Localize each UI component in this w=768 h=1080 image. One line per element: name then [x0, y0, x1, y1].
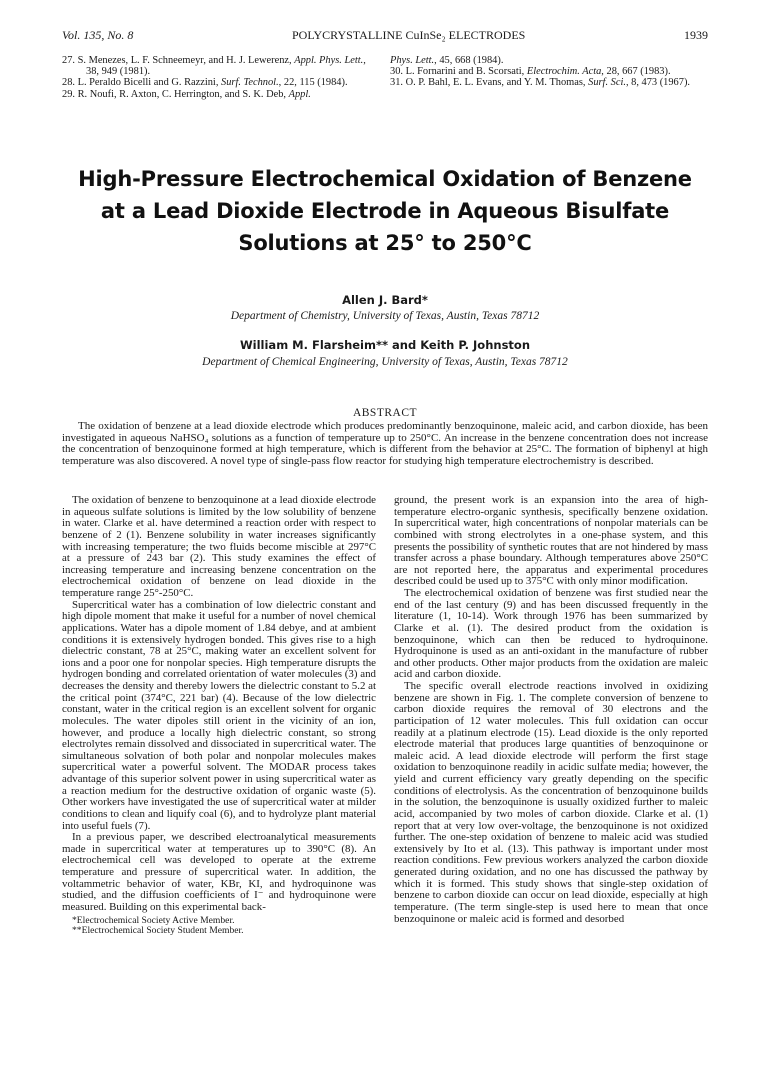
paragraph: In a previous paper, we described electroanalytical measurements made in supercritical water at temperatures up to 390°C (8). An electrochemical cell was developed to operate at the extreme temperature and pressure of supercritical water. In addition, the voltammetric behavior of water, KBr, KI, and hydroquinone was studied, and the diffusion coefficients of I⁻ and hydroquinone were measured. Building on this experimental back-	[62, 831, 376, 913]
abstract-heading: ABSTRACT	[352, 407, 418, 419]
author-line-1: Allen J. Bard*	[342, 293, 428, 307]
footnotes	[62, 916, 376, 937]
footnote: **Electrochemical Society Student Member.	[72, 925, 244, 936]
reference-authors: O. P. Bahl, E. L. Evans, and Y. M. Thomas,	[405, 77, 586, 89]
running-title: POLYCRYSTALLINE CuInSe₂ ELECTRODES	[291, 28, 526, 42]
author-line-2: William M. Flarsheim** and Keith P. Johnston	[239, 338, 531, 352]
reference-num: 31.	[390, 77, 403, 89]
reference-item	[390, 66, 708, 77]
reference-num: 28.	[62, 77, 75, 89]
paragraph: ground, the present work is an expansion into the area of high-temperature electro-organic synthesis, specifically benzene oxidation. In supercritical water, high concentrations of nonpolar materials can be combined with strong electrolytes in a one-phase system, and this presents the possibility of synthetic routes that are not hindered by mass transfer across a phase boundary. Although temperatures above 250°C are not reported here, the apparatus and experimental procedures described could be used up to 375°C with only minor modification.	[394, 494, 708, 588]
right-column	[394, 495, 708, 937]
reference-list	[62, 55, 708, 100]
article-body	[62, 495, 708, 937]
reference-item	[390, 55, 708, 66]
article-title: High-Pressure Electrochemical Oxidation of Benzene at a Lead Dioxide Electrode in Aqueous Bisulfate Solutions at 25° to 250°C	[78, 167, 692, 255]
page-number: 1939	[683, 28, 708, 42]
paragraph: The specific overall electrode reactions involved in oxidizing benzene are shown in Fig. 1. The complete conversion of benzene to carbon dioxide requires the removal of 30 electrons and the participation of 12 water molecules. This full oxidation can occur readily at a platinum electrode (15). Lead dioxide is the only reported electrode material that produces large quantities of benzoquinone or maleic acid. A lead dioxide electrode will perform the first stage oxidation to benzoquinone readily in acidic sulfate media; however, the yield and current efficiency vary greatly depending on the specific conditions of electrolysis. As the concentration of benzoquinone builds in the solution, the benzoquinone is usually oxidized further to maleic acid, accompanied by two moles of carbon dioxide. Clarke et al. (1) report that at very low over-voltage, the benzoquinone is not oxidized further. The one-step oxidation of benzene to maleic acid was studied extensively by Ito et al. (13). This pathway is important under most reaction conditions. Few previous workers analyzed the carbon dioxide generated during oxidation, and no one has discussed the pathway by which it is formed. This study shows that single-step oxidation of benzene to carbon dioxide can occur on lead dioxide, especially at high temperature. (The term single-step is used here to mean that once benzoquinone or maleic acid is formed and desorbed	[394, 680, 708, 925]
paragraph: The electrochemical oxidation of benzene was first studied near the end of the last century (9) and has been discussed frequently in the literature (1, 10-14). Work through 1976 has been summarized by Clarke et al. (1). The desired product from the oxidation is benzoquinone, which can then be reduced to hydroquinone. Hydroquinone is used as an anti-oxidant in the manufacture of rubber and other products. Other major products from the oxidation are maleic acid and carbon dioxide.	[394, 587, 708, 681]
affiliation-2: Department of Chemical Engineering, University of Texas, Austin, Texas 78712	[202, 356, 568, 368]
reference-journal: Surf. Sci.	[588, 77, 626, 89]
reference-journal: Appl. Phys. Lett.	[294, 55, 364, 66]
reference-num: 29.	[62, 88, 75, 100]
reference-authors: L. Peraldo Bicelli and G. Razzini,	[77, 77, 219, 89]
reference-item	[62, 77, 380, 88]
reference-num: 27.	[62, 55, 75, 66]
reference-rest: , 22, 115 (1984).	[278, 77, 348, 89]
paragraph: The oxidation of benzene to benzoquinone at a lead dioxide electrode in aqueous sulfate solutions is limited by the low solubility of benzene in water. Clarke et al. have determined a reaction order with respect to benzene of 2 (1). Benzene solubility in water increases significantly with increasing temperature; the two fluids become miscible at 297°C at a pressure of 243 bar (2). This study examines the effect of increasing temperature and increasing benzene concentration on the electrochemical oxidation of benzene on lead dioxide in the temperature range 25°-250°C.	[62, 494, 376, 599]
reference-rest: , 45, 668 (1984).	[434, 55, 504, 66]
reference-authors: S. Menezes, L. F. Schneemeyr, and H. J. Lewerenz,	[77, 55, 292, 66]
reference-authors: L. Fornarini and B. Scorsati,	[405, 66, 525, 78]
reference-rest: , 38, 949 (1981).	[86, 55, 366, 78]
paragraph: Supercritical water has a combination of low dielectric constant and high dipole moment that make it useful for a number of novel chemical applications. Water has a dipole moment of 1.84 debye, and at ambient conditions it is extensively hydrogen bonded. This gives rise to a high dielectric constant, 78 at 25°C, making water an excellent solvent for ions and a poor one for nonpolar species. High temperature disrupts the hydrogen bonding and correlated orientation of water molecules (3) and decreases the density and thereby lowers the dielectric constant to 5.2 at the critical point (374°C, 221 bar) (4). Because of the low dielectric constant, water in the critical region is an excellent solvent for organic molecules. The water dipoles still orient in the vicinity of an ion, however, and produce a locally high dielectric constant, so strong electrolytes remain dissolved and dissociated in supercritical water. The simultaneous solvation of both polar and nonpolar molecules makes supercritical water a powerful solvent. The MODAR process takes advantage of this superior solvent power in using supercritical water as a reaction medium for the destructive oxidation of organic waste (5). Other workers have investigated the use of supercritical water at milder conditions to clean and liquify coal (6), and to hydrolyze plant material into useful fuels (7).	[62, 598, 376, 832]
reference-authors: R. Noufi, R. Axton, C. Herrington, and S. K. Deb,	[77, 88, 286, 100]
reference-item	[390, 77, 708, 88]
running-header	[62, 28, 708, 46]
abstract-text: The oxidation of benzene at a lead dioxide electrode which produces predominantly benzoquinone, maleic acid, and carbon dioxide, has been investigated in aqueous NaHSO₄ solutions as a function of temperature up to 250°C. An increase in the benzene concentration does not increase the concentration of benzoquinone formed at high temperature, which is different from the behavior at 25°C. The formation of biphenyl at high temperature was also discovered. A novel type of single-pass flow reactor for studying high temperature electrochemistry is described.	[62, 420, 708, 467]
affiliation-1: Department of Chemistry, University of Texas, Austin, Texas 78712	[230, 310, 540, 322]
footnote: *Electrochemical Society Active Member.	[72, 914, 235, 926]
reference-journal: Phys. Lett.	[390, 55, 435, 66]
reference-journal: Appl.	[288, 88, 311, 100]
reference-item	[62, 89, 380, 100]
reference-column-left	[62, 55, 380, 100]
reference-num: 30.	[390, 66, 403, 78]
reference-item	[62, 55, 380, 77]
reference-journal: Surf. Technol.	[221, 77, 279, 89]
reference-rest: , 28, 667 (1983).	[601, 66, 671, 78]
left-column	[62, 495, 376, 937]
reference-journal: Electrochim. Acta	[526, 66, 602, 78]
reference-column-right	[390, 55, 708, 100]
journal-volume: Vol. 135, No. 8	[62, 28, 134, 42]
reference-rest: , 8, 473 (1967).	[625, 77, 691, 89]
